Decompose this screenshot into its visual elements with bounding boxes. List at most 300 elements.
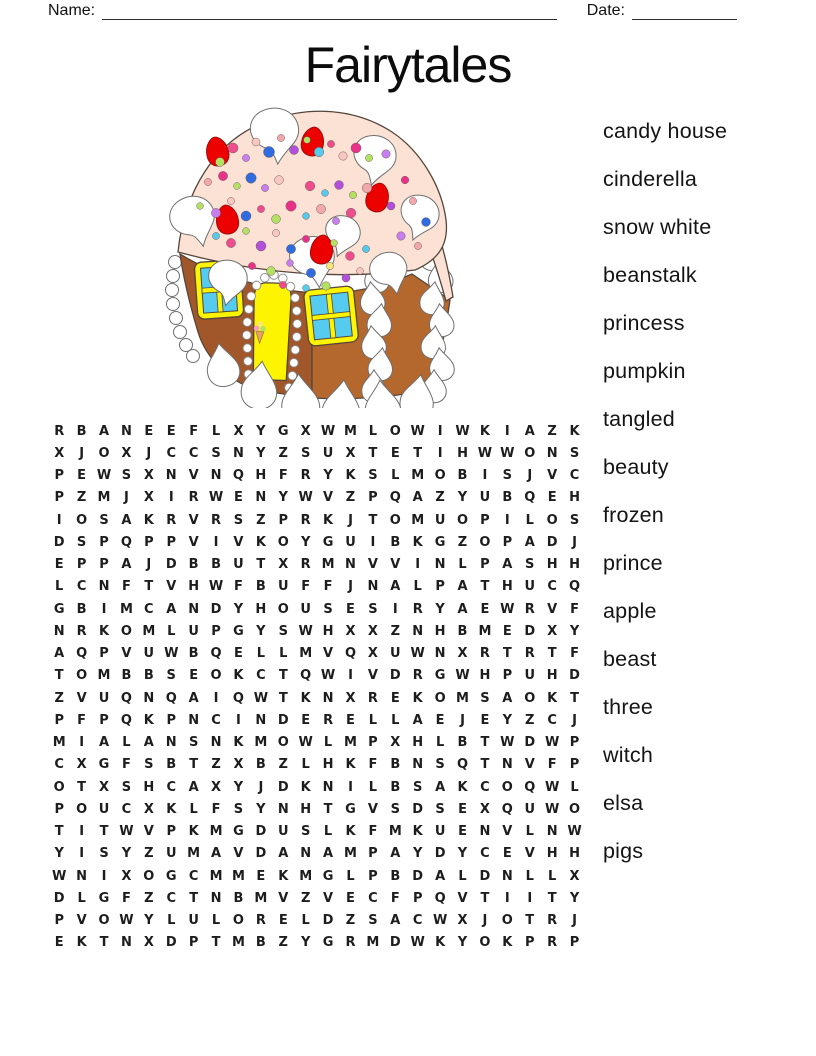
- word-list-item: witch: [603, 742, 653, 767]
- grid-cell: X: [345, 623, 356, 639]
- grid-cell: O: [389, 512, 401, 528]
- grid-cell: J: [348, 579, 353, 595]
- grid-cell: Y: [233, 601, 244, 617]
- grid-cell: K: [76, 935, 87, 951]
- grid-cell: T: [368, 445, 378, 461]
- grid-cell: A: [166, 601, 177, 617]
- grid-cell: S: [233, 801, 244, 817]
- grid-cell: E: [435, 712, 445, 728]
- grid-cell: H: [412, 735, 424, 751]
- grid-cell: I: [437, 445, 443, 461]
- grid-cell: B: [188, 646, 199, 662]
- grid-cell: G: [345, 801, 356, 817]
- grid-cell: P: [435, 579, 445, 595]
- grid-cell: L: [570, 779, 579, 795]
- grid-cell: T: [256, 557, 266, 573]
- grid-cell: M: [97, 668, 111, 684]
- word-list-item: tangled: [603, 406, 675, 431]
- grid-cell: K: [98, 623, 110, 639]
- grid-cell: J: [79, 445, 85, 461]
- grid-cell: N: [277, 801, 289, 817]
- grid-cell: K: [412, 534, 423, 550]
- grid-cell: N: [546, 824, 558, 840]
- date-label: Date:: [586, 2, 625, 19]
- word-list-item: princess: [603, 310, 685, 335]
- grid-cell: Z: [457, 534, 468, 550]
- grid-cell: W: [410, 423, 425, 439]
- grid-cell: W: [500, 735, 515, 751]
- grid-cell: M: [231, 868, 245, 884]
- grid-cell: P: [54, 468, 64, 484]
- grid-cell: D: [434, 846, 446, 862]
- grid-cell: F: [121, 757, 131, 773]
- grid-cell: J: [572, 712, 577, 728]
- grid-cell: A: [390, 913, 401, 929]
- grid-cell: K: [188, 824, 199, 840]
- grid-cell: Y: [457, 490, 468, 506]
- grid-cell: K: [457, 779, 468, 795]
- word-list-item: beast: [603, 646, 657, 671]
- grid-cell: H: [188, 579, 200, 595]
- grid-cell: B: [390, 534, 401, 550]
- grid-cell: O: [479, 534, 491, 550]
- grid-cell: D: [412, 868, 424, 884]
- grid-cell: Z: [76, 490, 87, 506]
- grid-cell: W: [500, 445, 515, 461]
- grid-cell: D: [412, 801, 424, 817]
- grid-cell: P: [99, 557, 109, 573]
- grid-cell: W: [500, 601, 515, 617]
- grid-cell: E: [502, 623, 512, 639]
- grid-cell: Z: [547, 423, 557, 439]
- grid-cell: M: [119, 601, 133, 617]
- grid-cell: X: [233, 423, 244, 439]
- grid-cell: T: [54, 824, 64, 840]
- grid-cell: U: [277, 824, 289, 840]
- grid-cell: Q: [120, 712, 132, 728]
- grid-cell: N: [120, 935, 132, 951]
- grid-cell: G: [98, 890, 110, 906]
- grid-cell: E: [480, 601, 490, 617]
- grid-cell: V: [524, 846, 535, 862]
- grid-cell: D: [53, 534, 65, 550]
- grid-cell: N: [143, 690, 155, 706]
- grid-cell: Y: [412, 846, 423, 862]
- grid-cell: Y: [256, 801, 266, 817]
- grid-cell: I: [527, 890, 533, 906]
- grid-cell: O: [98, 913, 110, 929]
- grid-cell: O: [434, 690, 446, 706]
- grid-cell: F: [390, 890, 400, 906]
- grid-cell: B: [76, 423, 87, 439]
- grid-cell: V: [547, 601, 558, 617]
- grid-cell: Y: [121, 846, 132, 862]
- grid-cell: V: [233, 846, 244, 862]
- grid-cell: O: [456, 512, 469, 528]
- grid-cell: U: [98, 801, 110, 817]
- grid-cell: N: [345, 557, 356, 573]
- grid-cell: A: [98, 423, 110, 439]
- grid-cell: D: [165, 935, 177, 951]
- grid-cell: R: [54, 423, 65, 439]
- grid-cell: I: [482, 468, 488, 484]
- grid-cell: C: [76, 579, 87, 595]
- grid-cell: W: [432, 913, 448, 929]
- page-title: Fairytales: [304, 37, 512, 93]
- grid-cell: M: [299, 646, 313, 662]
- grid-cell: W: [320, 423, 336, 439]
- grid-cell: H: [569, 557, 580, 573]
- grid-cell: A: [188, 779, 199, 795]
- grid-cell: G: [434, 534, 446, 550]
- grid-cell: K: [435, 935, 446, 951]
- grid-cell: L: [525, 824, 534, 840]
- grid-cell: S: [368, 601, 378, 617]
- grid-cell: B: [390, 779, 401, 795]
- grid-cell: H: [479, 668, 491, 684]
- grid-cell: R: [300, 557, 311, 573]
- grid-cell: K: [278, 868, 289, 884]
- grid-cell: M: [209, 868, 223, 884]
- grid-cell: O: [434, 468, 446, 484]
- grid-cell: V: [323, 490, 334, 506]
- grid-cell: I: [236, 712, 241, 728]
- grid-cell: N: [53, 623, 65, 639]
- grid-cell: E: [144, 423, 154, 439]
- grid-cell: M: [97, 490, 111, 506]
- grid-cell: T: [211, 935, 221, 951]
- grid-cell: E: [234, 490, 243, 506]
- grid-cell: G: [233, 623, 244, 639]
- grid-cell: H: [434, 623, 446, 639]
- grid-cell: M: [366, 935, 380, 951]
- grid-cell: Y: [278, 490, 288, 506]
- grid-cell: I: [348, 779, 353, 795]
- grid-cell: Z: [54, 690, 64, 706]
- grid-cell: C: [569, 468, 580, 484]
- grid-cell: S: [144, 757, 154, 773]
- grid-cell: P: [368, 846, 378, 862]
- grid-cell: Y: [569, 623, 580, 639]
- grid-cell: C: [480, 846, 490, 862]
- grid-cell: U: [165, 846, 177, 862]
- word-list-item: frozen: [603, 502, 664, 527]
- grid-cell: Y: [256, 623, 266, 639]
- grid-cell: N: [210, 735, 222, 751]
- grid-cell: F: [368, 824, 378, 840]
- grid-cell: W: [96, 468, 112, 484]
- grid-cell: A: [98, 735, 110, 751]
- grid-cell: U: [98, 690, 110, 706]
- grid-cell: A: [524, 423, 535, 439]
- grid-cell: H: [546, 668, 558, 684]
- grid-cell: Q: [434, 890, 446, 906]
- grid-cell: F: [211, 801, 221, 817]
- grid-cell: M: [411, 512, 425, 528]
- grid-cell: V: [524, 757, 535, 773]
- grid-cell: L: [167, 913, 176, 929]
- grid-cell: M: [254, 890, 268, 906]
- grid-cell: A: [435, 779, 446, 795]
- grid-cell: T: [144, 579, 154, 595]
- grid-cell: Y: [457, 935, 468, 951]
- grid-cell: S: [569, 445, 580, 461]
- grid-cell: Z: [345, 913, 356, 929]
- grid-cell: J: [482, 913, 488, 929]
- grid-cell: J: [348, 512, 353, 528]
- grid-cell: M: [52, 735, 66, 751]
- grid-cell: A: [323, 846, 334, 862]
- grid-cell: E: [54, 557, 64, 573]
- grid-cell: H: [322, 623, 334, 639]
- grid-cell: F: [570, 646, 579, 662]
- grid-cell: P: [188, 935, 199, 951]
- grid-cell: H: [255, 601, 267, 617]
- grid-cell: N: [501, 757, 513, 773]
- grid-cell: M: [388, 824, 402, 840]
- grid-cell: S: [390, 801, 400, 817]
- grid-cell: M: [344, 423, 357, 439]
- grid-cell: O: [479, 935, 491, 951]
- grid-cell: G: [233, 824, 244, 840]
- grid-cell: P: [368, 490, 378, 506]
- grid-cell: O: [53, 779, 65, 795]
- grid-cell: O: [76, 668, 88, 684]
- grid-cell: S: [300, 445, 311, 461]
- grid-cell: S: [278, 623, 288, 639]
- gingerbread-house-illustration: [160, 100, 460, 408]
- grid-cell: L: [525, 512, 534, 528]
- grid-cell: N: [322, 690, 334, 706]
- grid-cell: R: [345, 935, 356, 951]
- word-list-item: prince: [603, 550, 663, 575]
- grid-cell: H: [457, 445, 468, 461]
- grid-cell: P: [569, 935, 580, 951]
- grid-cell: I: [437, 423, 443, 439]
- grid-cell: W: [455, 423, 470, 439]
- grid-cell: A: [143, 735, 154, 751]
- grid-cell: Q: [232, 468, 244, 484]
- grid-cell: C: [166, 890, 176, 906]
- grid-cell: D: [277, 712, 289, 728]
- grid-cell: M: [187, 846, 201, 862]
- grid-cell: P: [524, 935, 535, 951]
- grid-cell: E: [346, 712, 355, 728]
- grid-cell: R: [412, 668, 423, 684]
- grid-cell: W: [567, 824, 582, 840]
- grid-cell: B: [457, 623, 468, 639]
- name-blank-line[interactable]: [102, 3, 557, 20]
- grid-cell: U: [479, 490, 491, 506]
- grid-cell: O: [120, 623, 132, 639]
- word-list-item: pigs: [603, 838, 644, 863]
- word-list-item: beanstalk: [603, 262, 697, 287]
- grid-cell: I: [79, 735, 85, 751]
- grid-cell: X: [143, 490, 154, 506]
- grid-cell: T: [480, 579, 490, 595]
- grid-cell: P: [502, 668, 513, 684]
- grid-cell: F: [278, 468, 288, 484]
- grid-cell: S: [435, 801, 445, 817]
- date-blank-line[interactable]: [632, 3, 737, 20]
- grid-cell: W: [52, 868, 67, 884]
- grid-cell: G: [98, 757, 110, 773]
- grid-cell: K: [255, 534, 266, 550]
- grid-cell: E: [390, 445, 400, 461]
- grid-cell: U: [434, 824, 446, 840]
- grid-cell: J: [258, 779, 264, 795]
- grid-cell: H: [546, 846, 558, 862]
- grid-cell: Q: [165, 690, 177, 706]
- grid-cell: C: [144, 601, 154, 617]
- grid-cell: E: [54, 935, 64, 951]
- grid-cell: K: [233, 735, 244, 751]
- grid-cell: V: [323, 890, 334, 906]
- grid-cell: E: [346, 890, 355, 906]
- grid-cell: R: [76, 623, 87, 639]
- grid-cell: M: [254, 735, 268, 751]
- grid-cell: C: [166, 779, 176, 795]
- grid-cell: S: [435, 757, 445, 773]
- grid-cell: A: [121, 557, 132, 573]
- grid-cell: L: [525, 868, 534, 884]
- grid-cell: V: [323, 646, 334, 662]
- grid-cell: D: [255, 824, 267, 840]
- grid-cell: I: [370, 534, 376, 550]
- grid-cell: K: [166, 801, 177, 817]
- grid-cell: S: [413, 779, 423, 795]
- grid-cell: I: [415, 557, 421, 573]
- grid-cell: N: [255, 712, 267, 728]
- grid-cell: L: [458, 868, 467, 884]
- grid-cell: N: [434, 557, 446, 573]
- grid-cell: A: [188, 690, 199, 706]
- grid-cell: V: [278, 890, 289, 906]
- grid-cell: J: [124, 490, 129, 506]
- grid-cell: X: [390, 735, 401, 751]
- grid-cell: D: [389, 668, 401, 684]
- grid-cell: L: [211, 913, 221, 929]
- grid-cell: A: [211, 846, 222, 862]
- grid-cell: K: [323, 512, 334, 528]
- grid-cell: C: [412, 913, 423, 929]
- grid-cell: R: [300, 468, 311, 484]
- grid-cell: A: [524, 534, 535, 550]
- grid-cell: A: [457, 579, 468, 595]
- grid-cell: L: [458, 557, 467, 573]
- grid-cell: K: [233, 668, 244, 684]
- grid-cell: I: [168, 490, 174, 506]
- grid-cell: A: [412, 712, 423, 728]
- grid-cell: I: [504, 512, 510, 528]
- grid-cell: I: [79, 846, 85, 862]
- grid-cell: E: [77, 468, 87, 484]
- grid-cell: P: [54, 490, 64, 506]
- grid-cell: O: [98, 445, 110, 461]
- grid-cell: M: [478, 623, 492, 639]
- grid-cell: S: [121, 779, 132, 795]
- grid-cell: Q: [120, 534, 132, 550]
- word-list-item: three: [603, 694, 654, 719]
- grid-cell: W: [119, 824, 134, 840]
- grid-cell: T: [570, 690, 579, 706]
- grid-cell: T: [189, 890, 199, 906]
- grid-cell: I: [56, 512, 62, 528]
- word-list-item: apple: [603, 598, 657, 623]
- grid-cell: U: [345, 534, 356, 550]
- grid-cell: P: [144, 534, 154, 550]
- grid-cell: C: [188, 445, 199, 461]
- grid-cell: E: [256, 868, 266, 884]
- grid-cell: U: [434, 512, 446, 528]
- grid-cell: C: [547, 579, 557, 595]
- grid-cell: M: [456, 690, 469, 706]
- grid-cell: X: [76, 757, 87, 773]
- grid-cell: Z: [144, 890, 154, 906]
- grid-cell: V: [233, 534, 244, 550]
- grid-cell: L: [435, 735, 445, 751]
- grid-cell: W: [253, 690, 269, 706]
- grid-cell: H: [569, 490, 580, 506]
- grid-cell: T: [525, 913, 535, 929]
- grid-cell: Q: [456, 757, 469, 773]
- grid-cell: A: [412, 490, 423, 506]
- grid-cell: C: [166, 445, 176, 461]
- grid-cell: E: [458, 801, 467, 817]
- grid-cell: V: [76, 690, 87, 706]
- grid-cell: K: [479, 423, 490, 439]
- grid-cell: B: [211, 557, 221, 573]
- grid-cell: N: [322, 779, 334, 795]
- grid-cell: C: [256, 668, 266, 684]
- grid-cell: O: [76, 801, 88, 817]
- grid-cell: W: [477, 445, 493, 461]
- grid-cell: F: [189, 423, 199, 439]
- grid-cell: L: [323, 735, 333, 751]
- grid-cell: M: [209, 824, 223, 840]
- grid-cell: T: [54, 668, 64, 684]
- grid-cell: F: [121, 890, 131, 906]
- grid-cell: Q: [389, 490, 401, 506]
- grid-cell: E: [346, 601, 355, 617]
- grid-cell: D: [165, 557, 177, 573]
- grid-cell: X: [121, 868, 132, 884]
- grid-cell: B: [255, 579, 266, 595]
- grid-cell: C: [368, 890, 378, 906]
- word-list-item: candy house: [603, 118, 728, 143]
- grid-cell: D: [546, 534, 558, 550]
- grid-cell: P: [480, 512, 490, 528]
- grid-cell: D: [53, 890, 65, 906]
- grid-cell: P: [54, 712, 64, 728]
- grid-cell: R: [166, 512, 177, 528]
- grid-cell: Q: [120, 690, 132, 706]
- grid-cell: E: [189, 668, 199, 684]
- grid-cell: W: [298, 623, 313, 639]
- grid-cell: S: [300, 824, 311, 840]
- grid-cell: T: [480, 890, 490, 906]
- grid-cell: V: [188, 512, 199, 528]
- grid-cell: X: [143, 801, 154, 817]
- grid-cell: X: [54, 445, 65, 461]
- grid-cell: L: [55, 579, 64, 595]
- grid-cell: X: [300, 423, 311, 439]
- grid-cell: J: [572, 534, 577, 550]
- grid-cell: O: [389, 423, 401, 439]
- grid-cell: Y: [435, 601, 445, 617]
- grid-cell: B: [233, 890, 244, 906]
- grid-cell: T: [368, 512, 378, 528]
